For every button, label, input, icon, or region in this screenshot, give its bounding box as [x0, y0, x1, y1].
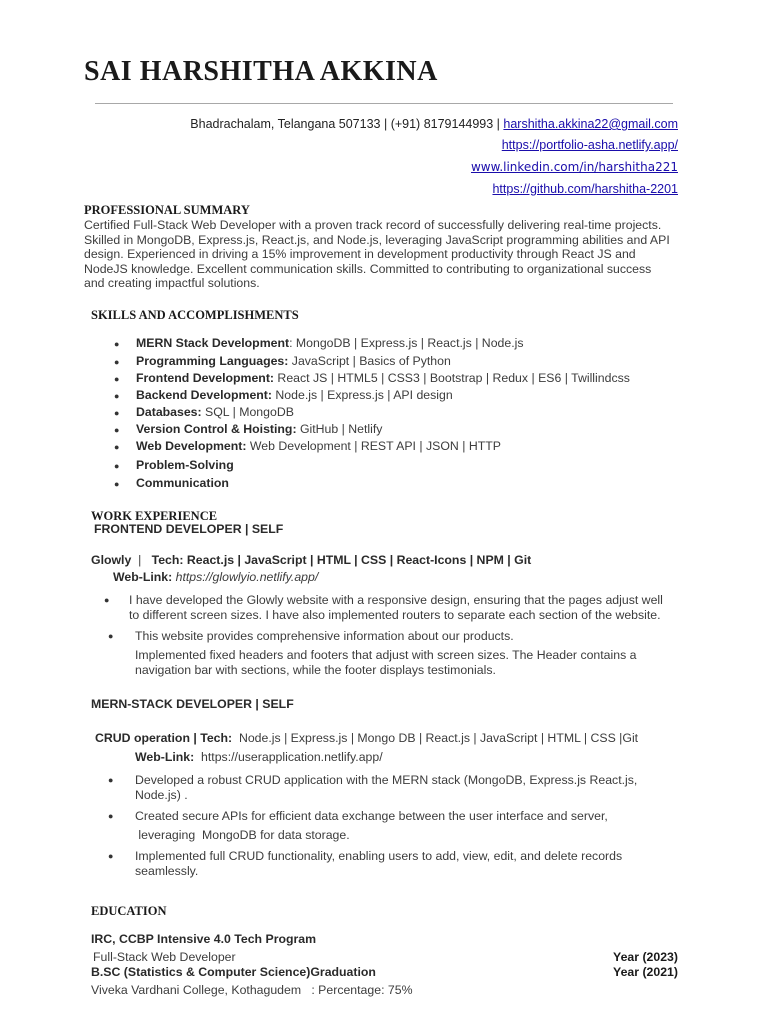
project-name: CRUD operation	[95, 731, 190, 745]
address-phone: Bhadrachalam, Telangana 507133 | (+91) 8179144993 |	[190, 117, 504, 131]
weblink-label: Web-Link:	[113, 570, 173, 584]
skill-item: ● Communication	[114, 476, 229, 490]
linkedin-link-row	[471, 160, 678, 174]
bullet-icon: ●	[114, 479, 120, 489]
list-item: ● I have developed the Glowly website with a responsive design, ensuring that the pages adjust well to different screen sizes. I have also implemented routers to separate each section of the website.	[104, 593, 663, 622]
project-tech: Node.js | Express.js | Mongo DB | React.js | JavaScript | HTML | CSS |Git	[235, 731, 639, 745]
weblink-url[interactable]: https://glowlyio.netlify.app/	[175, 570, 319, 584]
project-name: Glowly	[91, 553, 132, 567]
list-item: ● Implemented full CRUD functionality, enabling users to add, view, edit, and delete records seamlessly.	[108, 849, 623, 878]
education-degree: B.SC (Statistics & Computer Science)Graduation	[91, 965, 376, 979]
weblink-label: Web-Link:	[135, 750, 195, 764]
skill-item: ● Frontend Development: React JS | HTML5 | CSS3 | Bootstrap | Redux | ES6 | Twillindcss	[114, 371, 630, 385]
education-heading: EDUCATION	[91, 904, 167, 918]
skill-item: ● Web Development: Web Development | REST API | JSON | HTTP	[114, 439, 501, 453]
bullet-icon: ●	[114, 357, 120, 367]
header-divider	[95, 103, 673, 104]
role-mern: MERN-STACK DEVELOPER | SELF	[91, 697, 294, 711]
skill-item: ● MERN Stack Development: MongoDB | Express.js | React.js | Node.js	[114, 336, 524, 350]
skills-heading: SKILLS AND ACCOMPLISHMENTS	[91, 308, 299, 322]
list-item: ● This website provides comprehensive information about our products.	[108, 629, 514, 643]
candidate-name: SAI HARSHITHA AKKINA	[84, 56, 438, 87]
bullet-icon: ●	[104, 595, 110, 605]
bullet-icon: ●	[108, 811, 114, 821]
weblink-url[interactable]: https://userapplication.netlify.app/	[194, 750, 383, 764]
work-heading: WORK EXPERIENCE	[91, 509, 218, 523]
education-degree-year: Year (2021)	[613, 965, 678, 979]
education-program-role: Full-Stack Web Developer	[93, 950, 236, 964]
email-link[interactable]: harshitha.akkina22@gmail.com	[503, 117, 678, 131]
education-program: IRC, CCBP Intensive 4.0 Tech Program	[91, 932, 317, 946]
bullet-icon: ●	[114, 425, 120, 435]
skill-item: ● Databases: SQL | MongoDB	[114, 405, 294, 419]
list-item: ● Developed a robust CRUD application with the MERN stack (MongoDB, Express.js React.js, Node.js) .	[108, 773, 638, 802]
bullet-icon: ●	[108, 851, 114, 861]
education-college: Viveka Vardhani College, Kothagudem : Percentage: 75%	[91, 983, 413, 997]
summary-line: Skilled in MongoDB, Express.js, React.js, and Node.js, leveraging JavaScript programming abilities and API	[84, 232, 670, 247]
summary-heading: PROFESSIONAL SUMMARY	[84, 203, 250, 217]
bullet-icon: ●	[114, 442, 120, 452]
portfolio-link-row	[502, 138, 678, 152]
skill-item: ● Programming Languages: JavaScript | Basics of Python	[114, 354, 451, 368]
project-crud-weblink	[135, 750, 383, 764]
skill-item: ● Backend Development: Node.js | Express.js | API design	[114, 388, 453, 402]
list-item: ● Created secure APIs for efficient data exchange between the user interface and server, leveraging MongoDB for data storage.	[108, 809, 608, 842]
education-program-year: Year (2023)	[613, 950, 678, 964]
contact-line	[190, 117, 678, 131]
skill-item: ● Problem-Solving	[114, 458, 234, 472]
bullet-icon: ●	[114, 374, 120, 384]
github-link-row	[492, 182, 678, 196]
summary-line: design. Experienced in driving a 15% improvement in development productivity through React JS and	[84, 247, 636, 262]
skill-item: ● Version Control & Hoisting: GitHub | Netlify	[114, 422, 383, 436]
project-crud-header	[95, 731, 638, 745]
linkedin-link[interactable]: www.linkedin.com/in/harshitha221	[470, 160, 678, 174]
bullet-icon: ●	[114, 408, 120, 418]
project-glowly-header	[91, 553, 531, 567]
summary-text	[84, 218, 684, 291]
bullet-icon: ●	[114, 391, 120, 401]
bullet-icon: ●	[108, 631, 114, 641]
portfolio-link[interactable]: https://portfolio-asha.netlify.app/	[501, 138, 678, 152]
bullet-icon: ●	[114, 461, 120, 471]
project-glowly-weblink	[113, 570, 318, 584]
summary-line: and creating impactful solutions.	[84, 276, 260, 291]
summary-line: Certified Full-Stack Web Developer with a proven track record of successfully delivering real-time projects.	[84, 218, 662, 232]
bullet-icon: ●	[114, 339, 120, 349]
summary-line: NodeJS knowledge. Excellent communication skills. Committed to contributing to organizational success	[84, 261, 652, 276]
bullet-icon: ●	[108, 775, 114, 785]
github-link[interactable]: https://github.com/harshitha-2201	[492, 182, 678, 196]
role-frontend: FRONTEND DEVELOPER | SELF	[94, 522, 284, 536]
project-separator: |	[131, 553, 152, 567]
project-tech: Tech: React.js | JavaScript | HTML | CSS | React-Icons | NPM | Git	[151, 553, 532, 567]
project-glowly-extra: Implemented fixed headers and footers that adjust with screen sizes. The Header contains a navigation bar with sections, while the footer displays testimonials.	[135, 648, 637, 677]
project-tech-label: | Tech:	[189, 731, 236, 745]
